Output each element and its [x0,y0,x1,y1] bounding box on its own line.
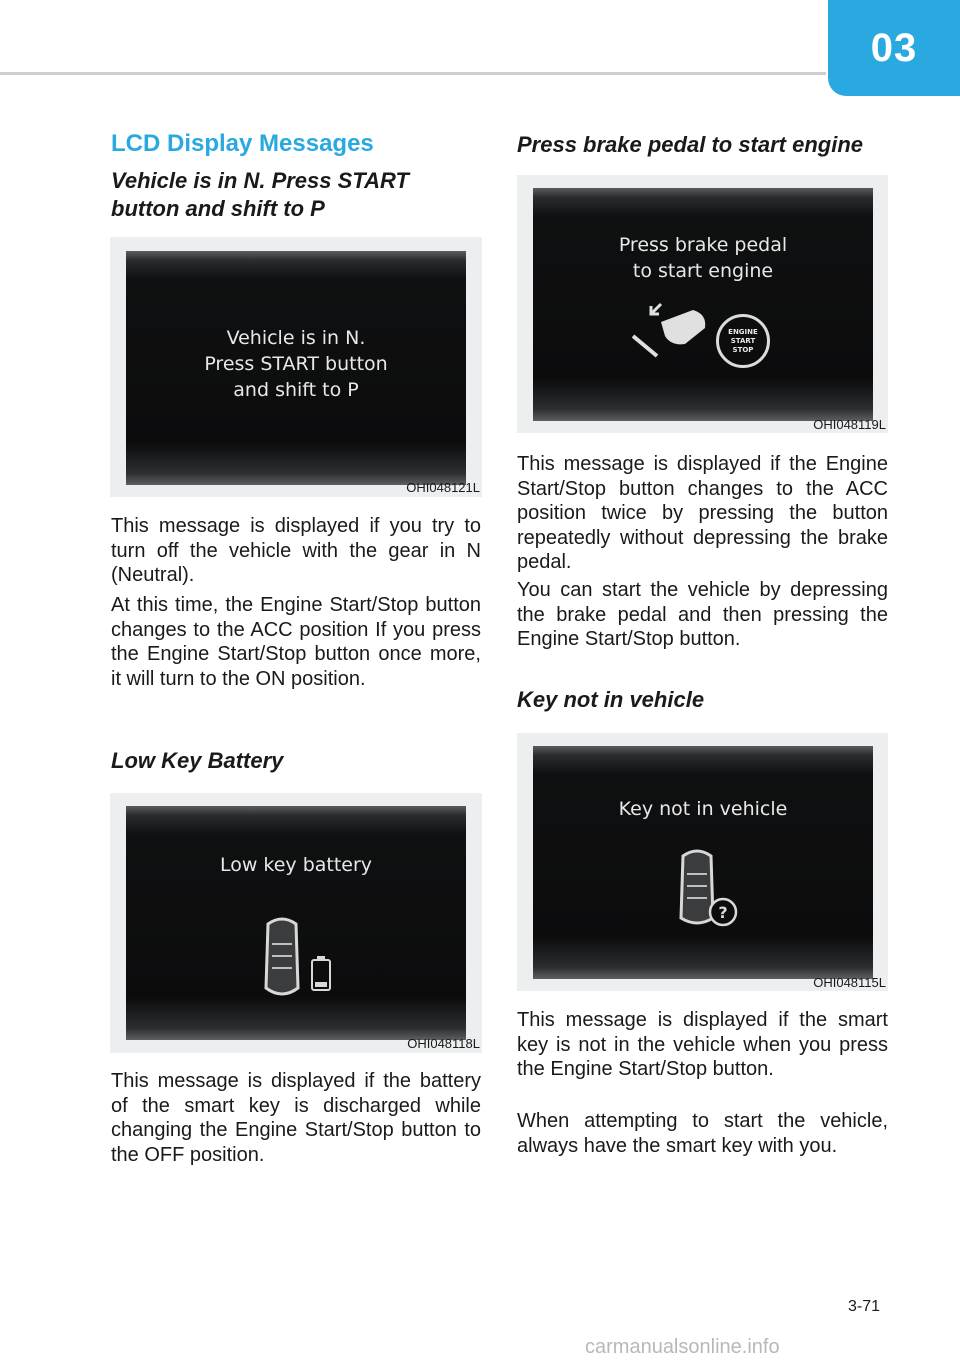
heading-key-not-in-vehicle: Key not in vehicle [517,687,705,712]
paragraph: This message is displayed if the smart key is not in the vehicle when you press the Engine Start/Stop button. [517,1009,888,1081]
heading-press-brake-pedal: Press brake pedal to start engine [517,132,864,157]
lcd-message: Press brake pedal to start engine [618,234,788,282]
figure-press-brake-pedal [517,175,888,433]
section-title: LCD Display Messages [111,130,374,157]
figure-low-key-battery [110,793,482,1053]
button-label: ENGINE START STOP [728,327,758,354]
lcd-message: Low key battery [219,854,373,876]
figure-key-not-in-vehicle [517,733,888,991]
paragraph: At this time, the Engine Start/Stop button changes to the ACC position If you press the Engine Start/Stop button once more, it will turn to the ON position. [111,594,481,690]
brake-pedal-icon [627,300,727,362]
chapter-number: 03 [870,25,918,70]
lcd-screen [533,746,873,979]
paragraph: This message is displayed if the Engine Start/Stop button changes to the ACC position twice by pressing the button repeatedly without depressing the brake pedal. [517,453,888,574]
lcd-screen [533,188,873,421]
header-rule [0,72,826,75]
paragraph: This message is displayed if the battery of the smart key is discharged while changing the Engine Start/Stop button to the OFF position. [111,1070,481,1166]
watermark: carmanualsonline.info [585,1336,780,1358]
figure-code: OHI048118L [407,1036,480,1051]
figure-code: OHI048121L [406,480,480,495]
paragraph: You can start the vehicle by depressing the brake pedal and then pressing the Engine Start/Stop button. [517,579,888,651]
heading-vehicle-in-n: Vehicle is in N. Press START button and shift to P [111,168,409,221]
chapter-tab [828,0,960,96]
figure-code: OHI048115L [813,975,886,990]
smart-key-question-icon [673,844,743,930]
page-number: 3-71 [848,1298,881,1315]
smart-key-battery-icon [256,910,346,1002]
svg-text:?: ? [718,903,728,922]
lcd-screen [126,251,466,485]
paragraph: When attempting to start the vehicle, always have the smart key with you. [517,1110,888,1157]
figure-vehicle-in-n [110,237,482,497]
lcd-screen [126,806,466,1040]
figure-code: OHI048119L [813,417,886,432]
lcd-message: Key not in vehicle [618,798,788,820]
paragraph: This message is displayed if you try to turn off the vehicle with the gear in N (Neutral). [111,515,481,587]
engine-start-stop-button-icon [716,314,770,368]
heading-low-key-battery: Low Key Battery [111,748,284,773]
lcd-message: Vehicle is in N. Press START button and shift to P [204,327,388,401]
